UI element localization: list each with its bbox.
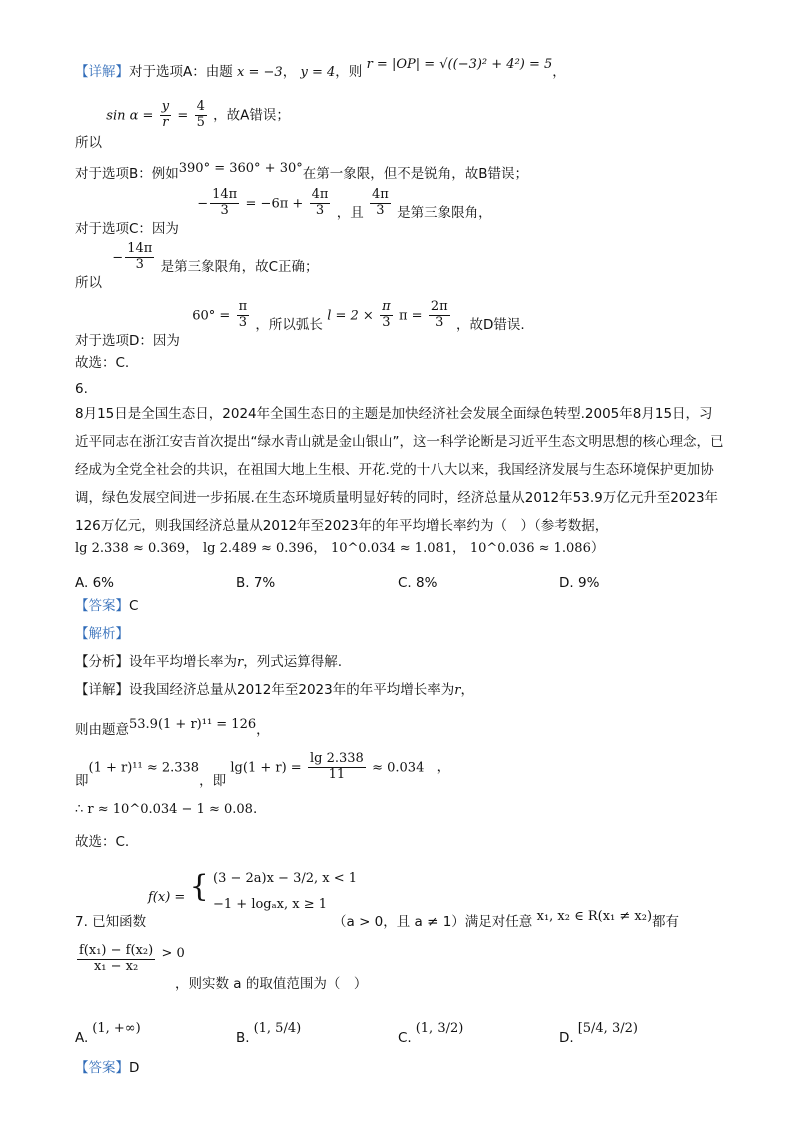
math-fx: f(x) =	[148, 890, 186, 905]
detail-tag: 【详解】	[75, 64, 129, 80]
q6-step-2	[75, 751, 451, 790]
q7-option-b[interactable]	[236, 1021, 302, 1046]
text: 对于选项C：因为	[75, 221, 179, 238]
math-ref: 10^0.036 ≈ 1.086	[469, 541, 591, 556]
math-sin: sin α =	[106, 108, 154, 124]
text: 即	[75, 773, 89, 790]
math-r: r	[454, 683, 461, 698]
text: ）	[590, 540, 605, 556]
text: 对于选项A：由题	[129, 64, 233, 80]
text: 对于选项D：因为	[75, 333, 180, 350]
q6-number: 6.	[75, 381, 88, 397]
math-equation: 53.9(1 + r)¹¹ = 126	[129, 717, 257, 732]
math-equation: (1 + r)¹¹ ≈ 2.338	[88, 760, 200, 776]
q5-detail-line-4	[75, 187, 492, 238]
math: −	[112, 250, 124, 266]
detail-tag: 【详解】	[75, 682, 129, 698]
text: ，	[256, 722, 270, 738]
numerator: y	[161, 99, 170, 114]
text: 是第三象限角，故C正确；	[160, 259, 319, 276]
option-label: B.	[236, 1030, 250, 1046]
option-value: (1, +∞)	[92, 1021, 141, 1036]
option-value: (1, 5/4)	[253, 1021, 302, 1036]
q6-detail	[75, 684, 474, 698]
text: ，	[436, 759, 451, 776]
text: ，	[282, 64, 297, 80]
numerator: 2π	[430, 299, 448, 314]
text: 设年平均增长率为	[129, 654, 237, 670]
q7-piecewise	[148, 866, 357, 918]
denominator: 3	[382, 314, 391, 330]
text: ，且	[336, 205, 364, 222]
math-result: ∴ r ≈ 10^0.034 − 1 ≈ 0.08	[75, 802, 253, 817]
fraction	[237, 300, 250, 331]
q7-answer	[75, 1062, 139, 1076]
numerator: 4π	[311, 187, 329, 202]
option-value: (1, 3/2)	[415, 1021, 464, 1036]
fraction	[125, 242, 154, 273]
text: ，故D错误.	[455, 317, 525, 334]
q6-fenxi	[75, 656, 342, 670]
option-label: D.	[559, 1030, 574, 1046]
math: lg(1 + r) =	[230, 760, 302, 776]
q7-condition	[333, 909, 680, 930]
option-label: C.	[398, 1030, 412, 1046]
math-r: r = |OP| = √((−3)² + 4²) = 5	[366, 57, 553, 72]
q5-conclusion: 故选：C.	[75, 355, 130, 371]
q6-step-1	[75, 717, 270, 738]
denominator: 11	[328, 766, 346, 782]
text: ，	[185, 540, 199, 556]
q5-detail-line-1	[75, 57, 566, 80]
text: ，	[460, 682, 474, 698]
numerator: 4π	[372, 187, 389, 202]
q6-option-c[interactable]: C. 8%	[398, 575, 438, 591]
q6-step-3	[75, 803, 257, 817]
q6-stem	[75, 400, 725, 540]
q5-detail-line-2	[75, 99, 290, 152]
math: ≈ 0.034	[372, 760, 425, 776]
q7-option-c[interactable]	[398, 1021, 464, 1046]
denominator: 3	[435, 314, 444, 330]
numerator: 14π	[212, 187, 238, 202]
q6-option-d[interactable]: D. 9%	[559, 575, 600, 591]
q6-answer	[75, 600, 138, 614]
fraction	[77, 944, 155, 975]
math-y: y = 4	[300, 65, 336, 80]
text: 在第一象限，但不是锐角，故B错误；	[302, 166, 529, 182]
case-1: (3 − 2a)x − 3/2, x < 1	[213, 871, 358, 886]
case-2: −1 + logₐx, x ≥ 1	[213, 897, 327, 912]
denominator: x₁ − x₂	[93, 958, 139, 974]
text: .	[252, 801, 258, 817]
fenxi-tag: 【分析】	[75, 654, 129, 670]
text: 是第三象限角，	[397, 205, 492, 222]
numerator: π	[238, 299, 248, 314]
text: 则由题意	[75, 722, 129, 738]
math-ref: lg 2.338 ≈ 0.369	[75, 541, 186, 556]
text: ，列式运算得解.	[243, 654, 343, 670]
text: ，	[313, 540, 327, 556]
analysis-tag: 【解析】	[75, 626, 129, 642]
answer-value: C	[129, 598, 139, 614]
fraction	[380, 300, 393, 331]
math-ref: lg 2.489 ≈ 0.396	[203, 541, 314, 556]
answer-tag: 【答案】	[75, 1060, 129, 1076]
q7-option-d[interactable]	[559, 1021, 638, 1046]
denominator: 5	[196, 114, 205, 130]
answer-tag: 【答案】	[75, 598, 129, 614]
q7-inequality	[75, 944, 185, 975]
q7-stem	[75, 916, 146, 930]
left-brace-icon: {	[189, 869, 209, 904]
text: ，即	[199, 773, 227, 790]
q6-body-text: 8月15日是全国生态日，2024年全国生态日的主题是加快经济社会发展全面绿色转型.2005年8月15日，习近平同志在浙江安吉首次提出“绿水青山就是金山银山”，这一科学论断是习近平生态文明思想的核心理念，已经成为全党全社会的共识，在祖国大地上生根、开花.党的十八大以来，我国经济发展与生态环境保护更加协调，绿色发展空间进一步拓展.在生态环境质量明显好转的同时，经济总量从2012年53.9万亿元升至2023年126万亿元，则我国经济总量从2012年至2023年的年平均增长率约为（ ）（参考数据，	[75, 406, 724, 534]
q7-number: 7. 已知函数	[75, 914, 147, 930]
text: ，则	[335, 64, 363, 80]
text: 设我国经济总量从2012年至2023年的年平均增长率为	[129, 682, 455, 698]
text: ，所以弧长	[255, 317, 323, 334]
math: π =	[398, 308, 423, 324]
q5-detail-line-6	[75, 299, 525, 350]
answer-value: D	[129, 1060, 140, 1076]
math: > 0	[161, 946, 185, 962]
q6-conclusion: 故选：C.	[75, 834, 130, 850]
numerator: 4	[196, 99, 205, 114]
denominator: 3	[376, 202, 385, 218]
math: −	[197, 196, 209, 212]
denominator: 3	[220, 202, 229, 218]
denominator: 3	[315, 202, 325, 218]
math-angle: 390° = 360° + 30°	[178, 161, 303, 176]
q6-option-b[interactable]: B. 7%	[236, 575, 276, 591]
option-value: [5/4, 3/2)	[577, 1021, 638, 1036]
q7-question: ，则实数 a 的取值范围为（ ）	[175, 976, 368, 992]
text: ，故A错误；	[213, 107, 290, 124]
text: 都有	[652, 914, 680, 930]
math-x: x = −3	[237, 65, 283, 80]
math: 60° =	[192, 308, 231, 324]
q7-option-a[interactable]	[75, 1021, 141, 1046]
numerator: lg 2.338	[309, 751, 364, 766]
piecewise-cases	[213, 866, 357, 918]
q6-reference-data	[75, 542, 604, 556]
q5-detail-line-3	[75, 161, 529, 182]
denominator: 3	[135, 256, 144, 272]
fraction	[370, 188, 391, 219]
numerator: f(x₁) − f(x₂)	[79, 943, 154, 958]
fraction	[195, 100, 207, 131]
text: （a > 0，且 a ≠ 1）满足对任意	[333, 914, 533, 930]
math-domain: x₁, x₂ ∈ R(x₁ ≠ x₂)	[536, 909, 653, 924]
text: 所以	[75, 135, 102, 152]
denominator: 3	[238, 314, 247, 330]
math-arc: l = 2 ×	[327, 308, 374, 324]
denominator: r	[162, 114, 169, 130]
math-ref: 10^0.034 ≈ 1.081	[331, 541, 453, 556]
fraction	[160, 100, 171, 131]
numerator: π	[382, 299, 391, 314]
text: 对于选项B：例如	[75, 166, 179, 182]
text: 所以	[75, 275, 102, 292]
text: ，	[552, 64, 566, 80]
fraction	[210, 188, 239, 219]
fraction	[308, 752, 366, 783]
option-label: A.	[75, 1030, 89, 1046]
fraction	[429, 300, 450, 331]
math: =	[177, 108, 189, 124]
text: ，	[452, 540, 466, 556]
numerator: 14π	[127, 241, 153, 256]
fraction	[310, 188, 331, 219]
q6-option-a[interactable]: A. 6%	[75, 575, 114, 591]
math: = −6π +	[245, 196, 304, 212]
q5-detail-line-5	[75, 241, 319, 292]
q6-analysis-tag	[75, 628, 129, 642]
math-r: r	[237, 655, 244, 670]
